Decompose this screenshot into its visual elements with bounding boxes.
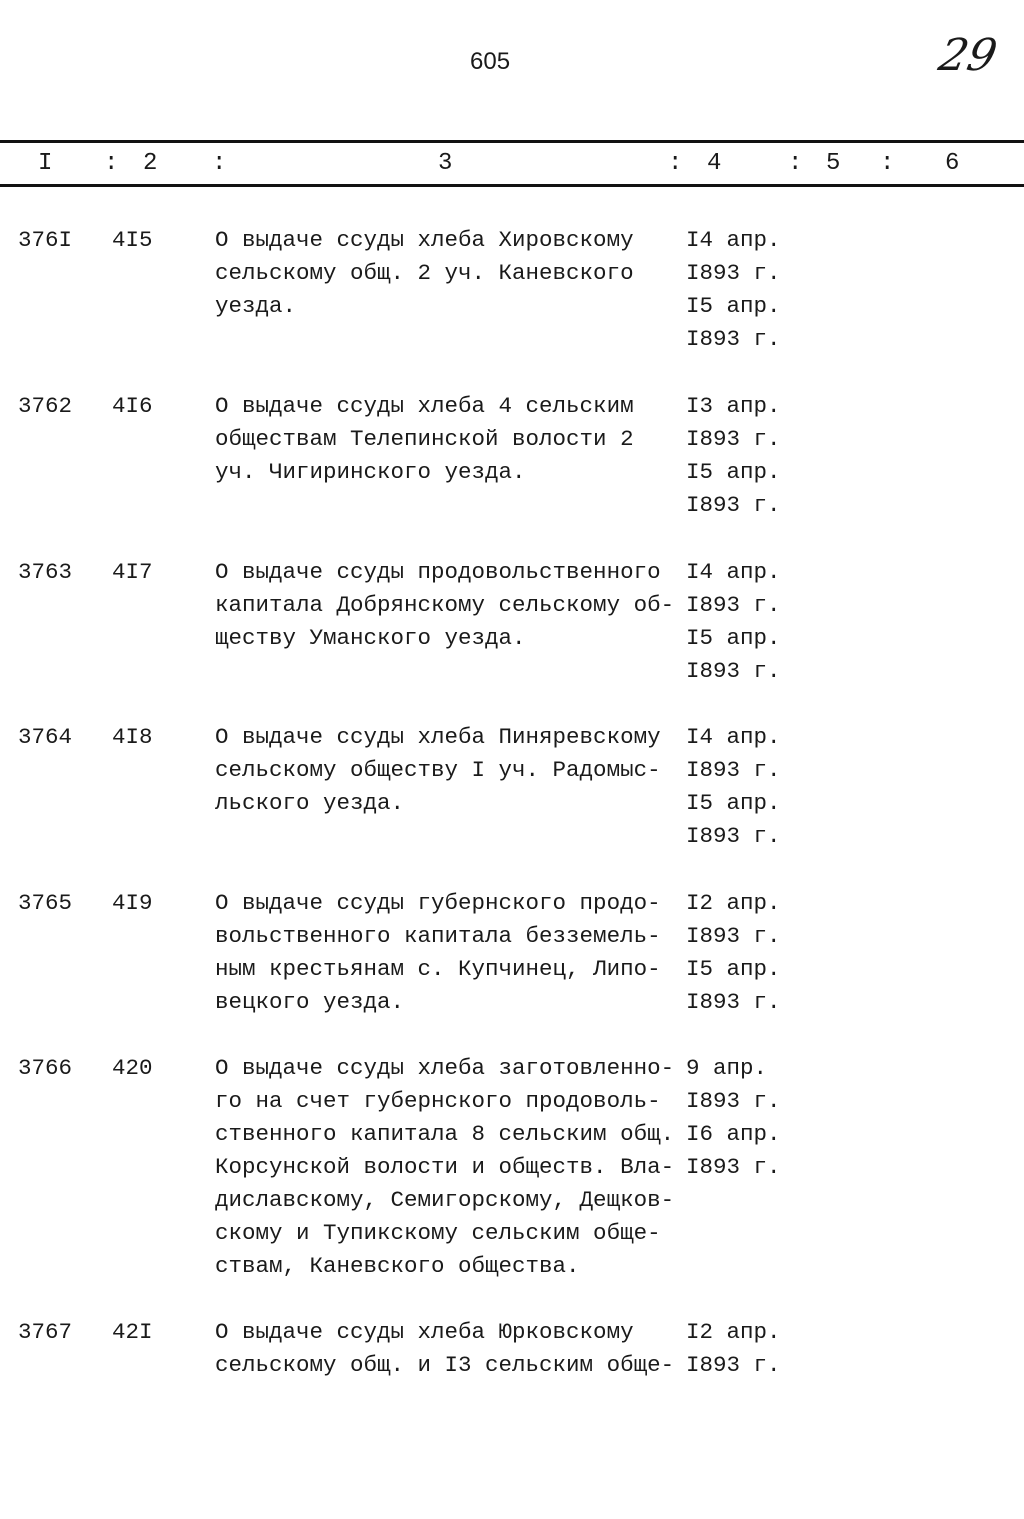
description-line: уезда. [215,293,297,319]
date-line: I893 г. [686,1154,781,1180]
file-number: 4I8 [112,724,153,750]
description-line: сельскому общ. и I3 сельским обще- [215,1352,675,1378]
description-line: вецкого уезда. [215,989,405,1015]
record-description [215,887,661,1019]
date-line: 9 апр. [686,1055,768,1081]
date-line: I5 апр. [686,625,781,651]
header-sep: : [880,150,895,177]
date-line: I893 г. [686,492,781,518]
date-line: I893 г. [686,989,781,1015]
handwritten-folio-number: 29 [934,30,1002,81]
record-description [215,1052,674,1283]
record-dates [686,1316,781,1382]
description-line: О выдаче ссуды продовольственного [215,559,661,585]
description-line: Корсунской волости и обществ. Вла- [215,1154,675,1180]
header-sep: : [668,150,683,177]
description-line: обществам Телепинской волости 2 [215,426,634,452]
header-bottom-rule [0,184,1024,187]
date-line: I4 апр. [686,227,781,253]
description-line: уч. Чигиринского уезда. [215,459,526,485]
date-line: I2 апр. [686,890,781,916]
record-number: 3764 [18,724,73,750]
date-line: I893 г. [686,1088,781,1114]
description-line: го на счет губернского продоволь- [215,1088,661,1114]
header-sep: : [104,150,119,177]
date-line: I5 апр. [686,459,781,485]
description-line: ным крестьянам с. Купчинец, Липо- [215,956,661,982]
header-col1: I [38,150,53,177]
record-dates [686,224,781,356]
description-line: О выдаче ссуды губернского продо- [215,890,661,916]
page-number: 605 [470,48,511,75]
file-number: 4I5 [112,227,153,253]
record-description [215,224,634,323]
description-line: скому и Тупикскому сельским обще- [215,1220,661,1246]
description-line: О выдаче ссуды хлеба Хировскому [215,227,634,253]
date-line: I5 апр. [686,293,781,319]
file-number: 4I6 [112,393,153,419]
record-description [215,1316,674,1382]
date-line: I893 г. [686,823,781,849]
record-number: 3762 [18,393,73,419]
date-line: I893 г. [686,658,781,684]
header-col6: 6 [945,150,960,177]
header-sep: : [788,150,803,177]
header-col5: 5 [826,150,841,177]
description-line: ствам, Каневского общества. [215,1253,580,1279]
description-line: сельскому общ. 2 уч. Каневского [215,260,634,286]
date-line: I2 апр. [686,1319,781,1345]
header-col2: 2 [143,150,158,177]
description-line: вольственного капитала безземель- [215,923,661,949]
description-line: О выдаче ссуды хлеба 4 сельским [215,393,634,419]
file-number: 420 [112,1055,153,1081]
record-dates [686,887,781,1019]
description-line: ственного капитала 8 сельским общ. [215,1121,675,1147]
record-dates [686,390,781,522]
file-number: 4I7 [112,559,153,585]
header-col4: 4 [707,150,722,177]
file-number: 4I9 [112,890,153,916]
date-line: I6 апр. [686,1121,781,1147]
date-line: I5 апр. [686,956,781,982]
record-number: 3766 [18,1055,73,1081]
date-line: I893 г. [686,1352,781,1378]
date-line: I893 г. [686,757,781,783]
date-line: I4 апр. [686,559,781,585]
date-line: I893 г. [686,592,781,618]
record-description [215,721,661,820]
date-line: I893 г. [686,426,781,452]
header-col3: 3 [438,150,453,177]
record-number: 376I [18,227,73,253]
description-line: О выдаче ссуды хлеба Юрковскому [215,1319,634,1345]
file-number: 42I [112,1319,153,1345]
description-line: О выдаче ссуды хлеба Пиняревскому [215,724,661,750]
description-line: ществу Уманского уезда. [215,625,526,651]
description-line: О выдаче ссуды хлеба заготовленно- [215,1055,675,1081]
date-line: I893 г. [686,923,781,949]
description-line: капитала Добрянскому сельскому об- [215,592,675,618]
date-line: I893 г. [686,326,781,352]
record-dates [686,721,781,853]
record-number: 3763 [18,559,73,585]
date-line: I4 апр. [686,724,781,750]
header-top-rule [0,140,1024,143]
header-sep: : [212,150,227,177]
description-line: диславскому, Семигорскому, Дещков- [215,1187,675,1213]
record-number: 3765 [18,890,73,916]
record-dates [686,1052,781,1184]
description-line: льского уезда. [215,790,405,816]
description-line: сельскому обществу I уч. Радомыс- [215,757,661,783]
record-description [215,556,674,655]
record-dates [686,556,781,688]
date-line: I5 апр. [686,790,781,816]
date-line: I3 апр. [686,393,781,419]
date-line: I893 г. [686,260,781,286]
record-number: 3767 [18,1319,73,1345]
record-description [215,390,634,489]
